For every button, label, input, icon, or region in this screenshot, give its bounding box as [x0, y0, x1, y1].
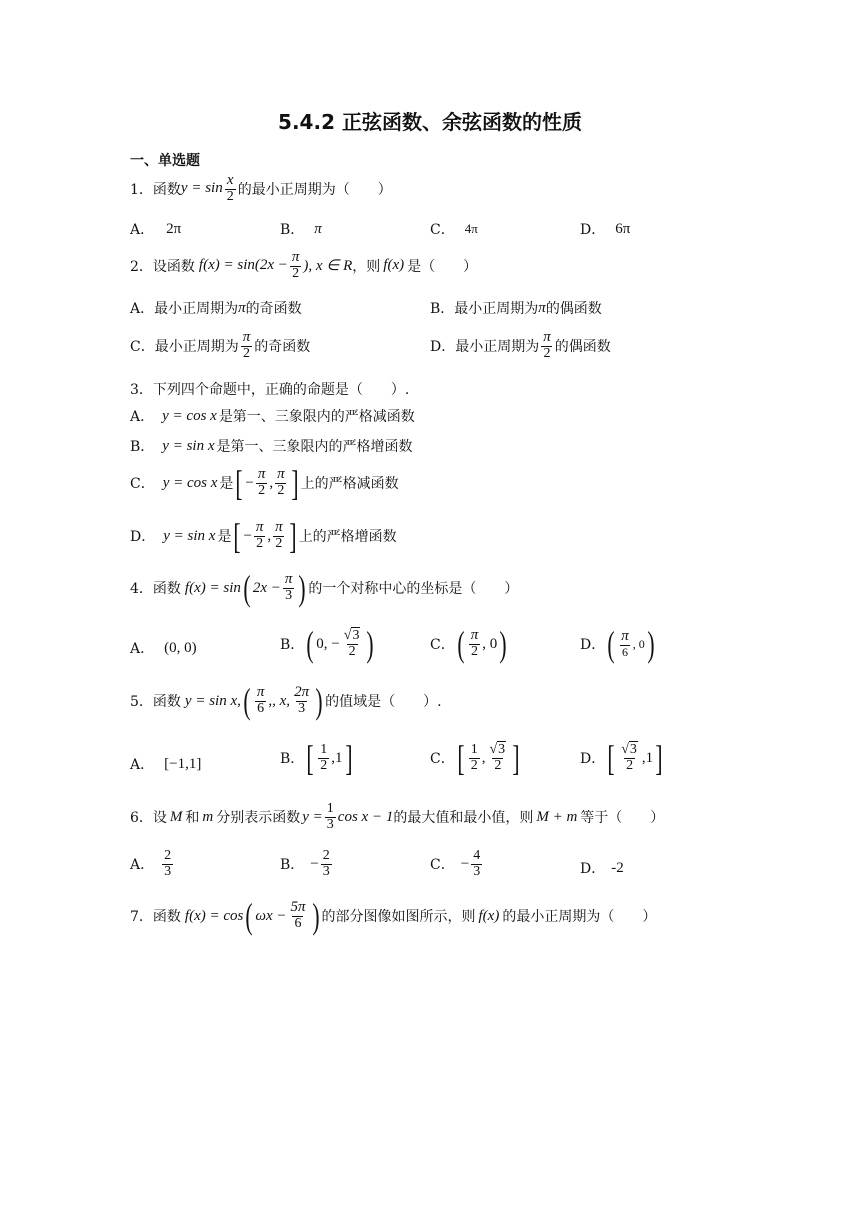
- q5-option-a: A． [−1,1]: [130, 755, 202, 773]
- question-3: 3． 下列四个命题中，正确的命题是（ ）.: [130, 382, 410, 398]
- q3-option-b: B． y = sin x 是第一、三象限内的严格增函数: [130, 437, 413, 455]
- q4-option-b: B． ( 0, − $\frac{√3}{2}$ ): [280, 624, 375, 664]
- q6-option-b: B． − $\frac{2}{3}$: [280, 848, 330, 879]
- q1-suffix: 的最小正周期为（ ）: [237, 181, 392, 198]
- q2-function: f(x) = sin(2x −: [198, 257, 288, 274]
- q3-option-d: D． y = sin x 是 [ − $\frac{\pi}{2}$ , $\frac{\pi}{2}$ ] 上的严格增函数: [130, 516, 397, 556]
- q6-option-c: C． − $\frac{4}{3}$: [430, 848, 481, 879]
- question-5: 5． 函数 y = sin x, ( $\frac{\pi}{6}$ ,, x, $\frac{2\pi}{3}$ ) 的值域是（ ）.: [130, 681, 442, 721]
- q1-option-d: D． 6π: [580, 220, 631, 238]
- q4-option-d: D． ( $\frac{\pi}{6}$ , 0 ): [580, 624, 655, 664]
- q1-option-b: B． π: [280, 220, 322, 238]
- page-title: 5.4.2 正弦函数、余弦函数的性质: [278, 110, 582, 134]
- question-2: 2． 设函数 f(x) = sin(2x − $\frac{\pi}{2}$ ), x ∈ R ，则 f(x) 是（ ）: [130, 249, 478, 281]
- question-7: 7． 函数 f(x) = cos ( ωx − $\frac{5\pi}{6}$ ) 的部分图像如图所示，则 f(x) 的最小正周期为（ ）: [130, 896, 657, 936]
- q4-option-a: A． (0, 0): [130, 639, 197, 657]
- q3-option-c: C． y = cos x 是 [ − $\frac{\pi}{2}$ , $\frac{\pi}{2}$ ] 上的严格减函数: [130, 463, 399, 503]
- q5-option-c: C． [ $\frac{1}{2}$ , $\frac{√3}{2}$ ]: [430, 738, 520, 778]
- q1-prefix: 函数: [152, 181, 181, 198]
- q1-option-c: C． 4π: [430, 221, 478, 238]
- q6-option-a: A． $\frac{2}{3}$: [130, 848, 172, 879]
- q2-option-a: A． 最小正周期为 π 的奇函数: [130, 299, 302, 317]
- q5-option-d: D． [ $\frac{√3}{2}$ ,1 ]: [580, 738, 663, 778]
- q2-fraction: $\frac{\pi}{2}$: [291, 249, 300, 281]
- section-heading: 一、单选题: [130, 153, 200, 169]
- q5-option-b: B． [ $\frac{1}{2}$ ,1 ]: [280, 738, 353, 778]
- q2-option-c: C． 最小正周期为 $\frac{\pi}{2}$ 的奇函数: [130, 329, 311, 361]
- q4-option-c: C． ( $\frac{\pi}{2}$ , 0 ): [430, 624, 507, 664]
- question-6: 6． 设 M 和 m 分别表示函数 y = $\frac{1}{3}$ cos x − 1 的最大值和最小值，则 M + m 等于（ ）: [130, 801, 665, 832]
- q6-option-d: D． -2: [580, 859, 624, 877]
- q1-fraction: $\frac{x}{2}$: [226, 172, 234, 204]
- q1-equation: y = sin: [180, 180, 223, 197]
- question-4: 4． 函数 f(x) = sin ( 2x − $\frac{\pi}{3}$ ) 的一个对称中心的坐标是（ ）: [130, 568, 519, 608]
- q2-option-b: B． 最小正周期为 π 的偶函数: [430, 299, 602, 317]
- q1-number: 1．: [130, 181, 153, 198]
- question-1: [130, 173, 392, 204]
- q3-option-a: A． y = cos x 是第一、三象限内的严格减函数: [130, 407, 415, 425]
- q2-option-d: D． 最小正周期为 $\frac{\pi}{2}$ 的偶函数: [430, 329, 611, 361]
- q1-option-a: A． 2π: [130, 220, 182, 238]
